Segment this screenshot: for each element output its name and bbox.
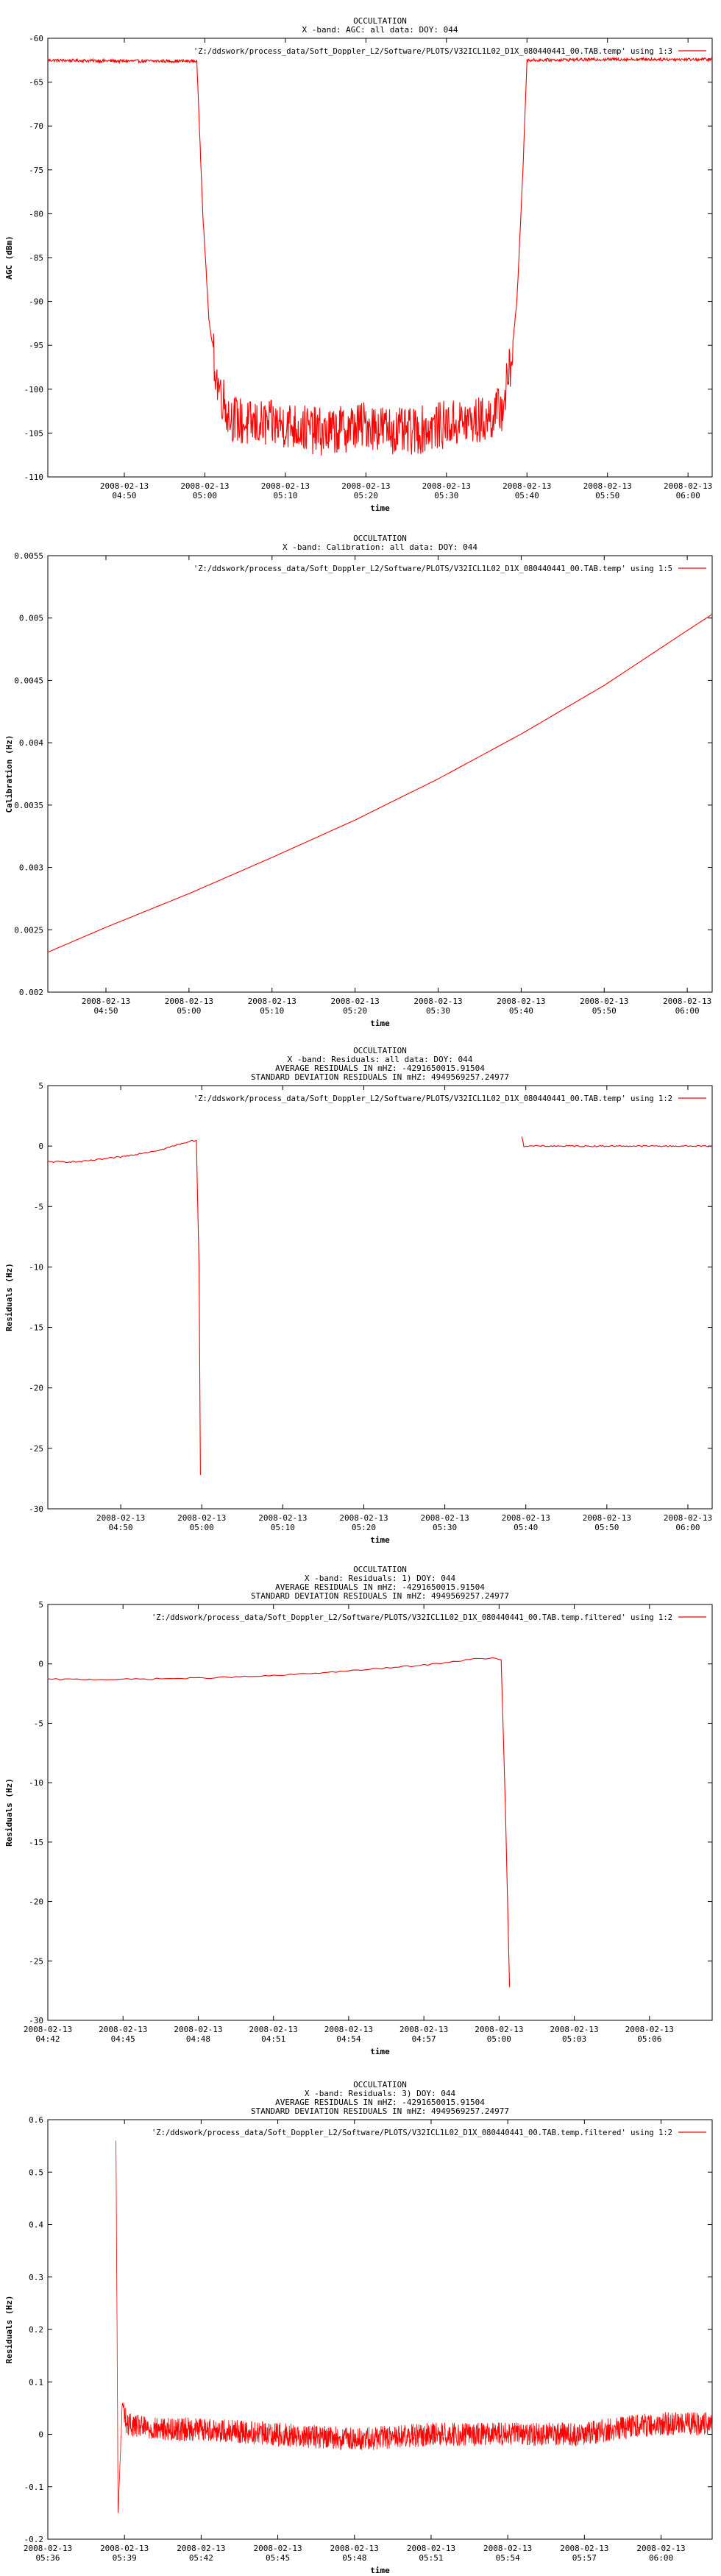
y-tick-label: -30 [29, 2016, 43, 2025]
data-series-line [48, 1657, 510, 1987]
x-axis-label: time [370, 1535, 390, 1545]
y-tick-label: 0.0045 [14, 676, 43, 686]
x-tick-time: 05:57 [572, 2553, 597, 2563]
y-tick-label: -25 [29, 1443, 43, 1454]
x-tick-date: 2008-02-13 [23, 2544, 73, 2553]
data-series-line [48, 615, 712, 952]
y-tick-label: 0.0025 [14, 925, 43, 935]
x-axis-label: time [370, 2047, 390, 2056]
x-tick-time: 05:03 [562, 2034, 587, 2044]
x-tick-time: 05:30 [434, 491, 459, 500]
x-tick-time: 04:54 [336, 2034, 361, 2044]
x-tick-date: 2008-02-13 [180, 481, 230, 491]
y-tick-label: -15 [29, 1837, 43, 1847]
legend-label: 'Z:/ddswork/process_data/Soft_Doppler_L2/Software/PLOTS/V32ICL1L02_D1X_080440441_00.TAB.temp' using 1:5 [193, 565, 672, 573]
x-tick-time: 04:50 [93, 1006, 118, 1016]
y-tick-label: -0.1 [24, 2482, 43, 2492]
x-tick-time: 04:51 [261, 2034, 286, 2044]
x-tick-time: 05:40 [508, 1006, 533, 1016]
y-tick-label: -30 [29, 1504, 43, 1514]
y-tick-label: 5 [38, 1600, 43, 1610]
x-tick-date: 2008-02-13 [100, 2544, 149, 2553]
x-tick-time: 05:10 [260, 1006, 285, 1016]
x-tick-date: 2008-02-13 [99, 2025, 148, 2034]
x-tick-time: 06:00 [675, 491, 700, 500]
x-tick-time: 05:10 [273, 491, 298, 500]
x-tick-time: 04:48 [185, 2034, 211, 2044]
x-tick-date: 2008-02-13 [330, 2544, 379, 2553]
chart-title-line: OCCULTATION [353, 534, 407, 543]
y-tick-label: -110 [24, 473, 43, 482]
y-tick-label: 0.005 [18, 613, 43, 623]
x-axis-label: time [370, 1019, 390, 1028]
x-tick-time: 05:00 [192, 491, 217, 500]
x-tick-date: 2008-02-13 [399, 2025, 449, 2034]
chart-panel-2 [4, 534, 712, 1028]
x-tick-time: 06:00 [675, 1523, 700, 1532]
x-tick-date: 2008-02-13 [664, 481, 713, 491]
y-tick-label: -85 [29, 253, 43, 263]
chart-title-line: OCCULTATION [353, 1046, 407, 1055]
x-tick-time: 05:36 [35, 2553, 60, 2563]
y-tick-label: -90 [29, 297, 43, 307]
x-tick-time: 05:06 [637, 2034, 662, 2044]
x-tick-time: 05:10 [270, 1523, 295, 1532]
plot-frame [48, 556, 712, 992]
x-tick-date: 2008-02-13 [422, 481, 471, 491]
chart-title-line: X -band: AGC: all data: DOY: 044 [302, 25, 458, 35]
chart-title-line: X -band: Residuals: 3) DOY: 044 [304, 2089, 456, 2098]
chart-title-line: X -band: Calibration: all data: DOY: 044 [283, 542, 477, 552]
y-tick-label: -105 [24, 428, 43, 439]
y-tick-label: 0.5 [29, 2168, 43, 2178]
chart-panel-5 [4, 2080, 712, 2575]
y-tick-label: -25 [29, 1956, 43, 1967]
x-tick-date: 2008-02-13 [324, 2025, 374, 2034]
x-tick-date: 2008-02-13 [247, 997, 296, 1006]
y-tick-label: -95 [29, 341, 43, 351]
x-tick-time: 05:42 [188, 2553, 213, 2563]
chart-title-line: OCCULTATION [353, 2080, 407, 2090]
x-tick-date: 2008-02-13 [341, 481, 391, 491]
x-tick-date: 2008-02-13 [560, 2544, 609, 2553]
chart-title-line: STANDARD DEVIATION RESIDUALS IN mHZ: 4949569257.24977 [251, 1072, 509, 1082]
x-tick-time: 05:20 [343, 1006, 368, 1016]
x-tick-time: 04:50 [108, 1523, 133, 1532]
y-tick-label: -20 [29, 1897, 43, 1907]
data-series-line [48, 1140, 200, 1475]
legend-label: 'Z:/ddswork/process_data/Soft_Doppler_L2/Software/PLOTS/V32ICL1L02_D1X_080440441_00.TAB.temp' using 1:3 [193, 47, 672, 56]
y-tick-label: 0.4 [29, 2220, 43, 2230]
x-axis-label: time [370, 503, 390, 513]
y-tick-label: 0.3 [29, 2272, 43, 2282]
x-tick-date: 2008-02-13 [483, 2544, 533, 2553]
x-tick-date: 2008-02-13 [663, 997, 712, 1006]
y-tick-label: 0.003 [18, 863, 43, 873]
y-tick-label: 0.004 [18, 738, 43, 749]
x-tick-date: 2008-02-13 [582, 1513, 631, 1523]
y-axis-label: Residuals (Hz) [4, 1263, 14, 1331]
data-series-line [116, 2141, 712, 2513]
y-tick-label: -10 [29, 1778, 43, 1788]
y-tick-label: -5 [33, 1719, 43, 1729]
x-tick-date: 2008-02-13 [663, 1513, 713, 1523]
x-tick-time: 04:45 [110, 2034, 135, 2044]
chart-title-line: OCCULTATION [353, 1565, 407, 1574]
x-tick-date: 2008-02-13 [339, 1513, 388, 1523]
x-tick-time: 05:45 [266, 2553, 291, 2563]
y-tick-label: 0.1 [29, 2377, 43, 2388]
plot-frame [48, 2120, 712, 2539]
data-series-line [48, 58, 712, 456]
x-tick-time: 05:00 [177, 1006, 202, 1016]
x-tick-date: 2008-02-13 [550, 2025, 599, 2034]
y-tick-label: -75 [29, 165, 43, 175]
y-tick-label: 0 [38, 1142, 43, 1152]
x-tick-date: 2008-02-13 [580, 997, 629, 1006]
data-series-line [522, 1136, 712, 1147]
y-tick-label: -100 [24, 384, 43, 394]
y-tick-label: 0.0055 [14, 551, 43, 561]
x-tick-date: 2008-02-13 [636, 2544, 686, 2553]
chart-panel-1 [4, 16, 712, 513]
chart-panel-4 [4, 1565, 712, 2056]
x-tick-date: 2008-02-13 [81, 997, 131, 1006]
x-tick-time: 05:51 [419, 2553, 444, 2563]
x-tick-date: 2008-02-13 [249, 2025, 298, 2034]
y-tick-label: 0 [38, 2430, 43, 2440]
x-tick-date: 2008-02-13 [260, 481, 310, 491]
legend-label: 'Z:/ddswork/process_data/Soft_Doppler_L2/Software/PLOTS/V32ICL1L02_D1X_080440441_00.TAB.temp.filtered' using 1:2 [151, 1613, 672, 1622]
x-tick-date: 2008-02-13 [420, 1513, 469, 1523]
y-axis-label: Residuals (Hz) [4, 2295, 14, 2364]
y-axis-label: Residuals (Hz) [4, 1778, 14, 1847]
x-tick-date: 2008-02-13 [583, 481, 632, 491]
plot-frame [48, 1086, 712, 1509]
x-tick-date: 2008-02-13 [413, 997, 463, 1006]
plot-frame [48, 1604, 712, 2020]
x-tick-date: 2008-02-13 [475, 2025, 524, 2034]
chart-title-line: X -band: Residuals: all data: DOY: 044 [287, 1055, 473, 1064]
y-tick-label: -65 [29, 77, 43, 88]
x-tick-time: 05:30 [425, 1006, 451, 1016]
y-tick-label: 0.6 [29, 2115, 43, 2125]
y-tick-label: 0 [38, 1659, 43, 1669]
x-tick-date: 2008-02-13 [497, 997, 546, 1006]
x-tick-time: 05:20 [351, 1523, 377, 1532]
x-tick-date: 2008-02-13 [501, 1513, 550, 1523]
x-tick-date: 2008-02-13 [406, 2544, 456, 2553]
y-axis-label: AGC (dBm) [4, 236, 14, 280]
legend-label: 'Z:/ddswork/process_data/Soft_Doppler_L2/Software/PLOTS/V32ICL1L02_D1X_080440441_00.TAB.temp' using 1:2 [193, 1094, 672, 1103]
y-tick-label: -5 [33, 1202, 43, 1212]
x-axis-label: time [370, 2566, 390, 2575]
x-tick-time: 04:42 [35, 2034, 60, 2044]
y-tick-label: 0.0035 [14, 800, 43, 810]
y-axis-label: Calibration (Hz) [4, 735, 14, 813]
chart-title-line: OCCULTATION [353, 16, 407, 26]
x-tick-time: 05:40 [514, 491, 539, 500]
y-tick-label: -10 [29, 1262, 43, 1273]
chart-title-line: X -band: Residuals: 1) DOY: 044 [304, 1574, 456, 1583]
x-tick-date: 2008-02-13 [625, 2025, 674, 2034]
chart-title-line: AVERAGE RESIDUALS IN mHZ: -4291650015.91504 [275, 1582, 485, 1592]
chart-title-line: AVERAGE RESIDUALS IN mHZ: -4291650015.91504 [275, 1064, 485, 1073]
y-tick-label: -0.2 [24, 2535, 43, 2544]
y-tick-label: -60 [29, 34, 43, 43]
x-tick-time: 05:00 [189, 1523, 214, 1532]
x-tick-time: 05:40 [514, 1523, 539, 1532]
x-tick-date: 2008-02-13 [99, 481, 149, 491]
x-tick-date: 2008-02-13 [164, 997, 214, 1006]
x-tick-time: 05:00 [486, 2034, 511, 2044]
x-tick-time: 05:20 [353, 491, 378, 500]
x-tick-time: 06:00 [675, 1006, 700, 1016]
x-tick-time: 05:50 [594, 1523, 619, 1532]
x-tick-time: 05:39 [112, 2553, 137, 2563]
x-tick-date: 2008-02-13 [96, 1513, 146, 1523]
x-tick-time: 05:50 [592, 1006, 617, 1016]
x-tick-date: 2008-02-13 [177, 1513, 227, 1523]
x-tick-time: 06:00 [648, 2553, 674, 2563]
x-tick-date: 2008-02-13 [174, 2025, 223, 2034]
x-tick-date: 2008-02-13 [258, 1513, 308, 1523]
chart-title-line: STANDARD DEVIATION RESIDUALS IN mHZ: 4949569257.24977 [251, 2106, 509, 2116]
x-tick-time: 05:54 [495, 2553, 520, 2563]
y-tick-label: -70 [29, 121, 43, 132]
x-tick-time: 04:57 [411, 2034, 436, 2044]
chart-title-line: STANDARD DEVIATION RESIDUALS IN mHZ: 4949569257.24977 [251, 1591, 509, 1601]
legend-label: 'Z:/ddswork/process_data/Soft_Doppler_L2/Software/PLOTS/V32ICL1L02_D1X_080440441_00.TAB.temp.filtered' using 1:2 [151, 2129, 672, 2137]
x-tick-time: 04:50 [112, 491, 137, 500]
x-tick-time: 05:50 [595, 491, 620, 500]
x-tick-date: 2008-02-13 [330, 997, 380, 1006]
x-tick-date: 2008-02-13 [502, 481, 552, 491]
y-tick-label: 0.002 [18, 988, 43, 997]
y-tick-label: 5 [38, 1081, 43, 1091]
y-tick-label: -15 [29, 1323, 43, 1333]
y-tick-label: -20 [29, 1383, 43, 1393]
x-tick-date: 2008-02-13 [23, 2025, 73, 2034]
x-tick-time: 05:30 [433, 1523, 458, 1532]
y-tick-label: -80 [29, 209, 43, 219]
x-tick-date: 2008-02-13 [253, 2544, 302, 2553]
chart-title-line: AVERAGE RESIDUALS IN mHZ: -4291650015.91504 [275, 2098, 485, 2107]
plot-frame [48, 38, 712, 477]
x-tick-date: 2008-02-13 [177, 2544, 226, 2553]
x-tick-time: 05:48 [342, 2553, 367, 2563]
y-tick-label: 0.2 [29, 2325, 43, 2335]
chart-panel-3 [4, 1046, 712, 1545]
